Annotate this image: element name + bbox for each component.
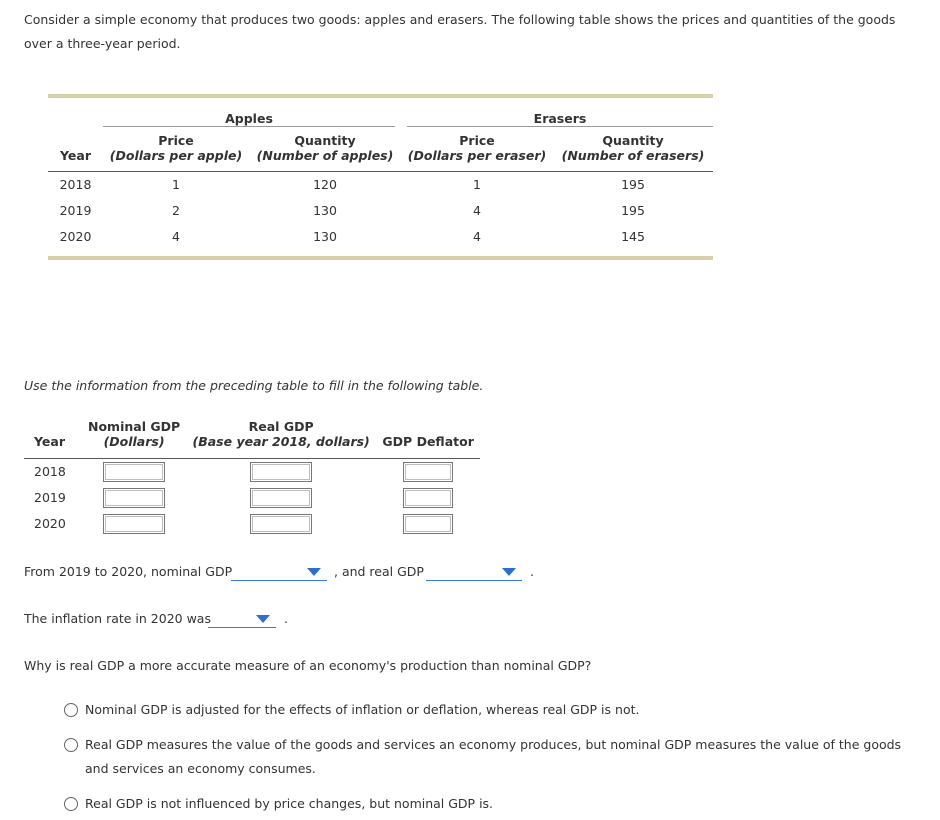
- eraser-price-cell: 1: [473, 177, 481, 192]
- year-cell: 2018: [59, 177, 92, 192]
- apple-price-unit: (Dollars per apple): [103, 148, 249, 171]
- table-row: [48, 224, 713, 250]
- year-cell: 2020: [59, 229, 92, 244]
- option-label: Real GDP measures the value of the goods and services an economy produces, but nominal GDP measures the value of the goods and services an economy consumes.: [85, 737, 902, 776]
- sentence-real-middle: , and real GDP: [334, 564, 424, 579]
- group-erasers: Erasers: [401, 104, 713, 126]
- eraser-qty-cell: 195: [621, 203, 645, 218]
- year-cell: 2018: [34, 464, 66, 479]
- radio-option[interactable]: [64, 792, 914, 816]
- real-gdp-header: Real GDP: [248, 419, 314, 434]
- year-cell: 2019: [34, 490, 66, 505]
- gdp-deflator-header: GDP Deflator: [382, 434, 474, 449]
- radio-button[interactable]: [64, 738, 78, 752]
- eraser-price-cell: 4: [473, 203, 481, 218]
- table-row: [24, 485, 480, 511]
- chevron-down-icon: [502, 568, 516, 576]
- intro-text: Consider a simple economy that produces two goods: apples and erasers. The following table shows the prices and quantities of the goods over a three-year period.: [24, 12, 896, 51]
- sentence-nominal-prefix: From 2019 to 2020, nominal GDP: [24, 564, 233, 579]
- table-row: [24, 511, 480, 537]
- nominal-gdp-input-2018[interactable]: [103, 462, 165, 482]
- real-gdp-unit: (Base year 2018, dollars): [192, 434, 370, 449]
- instruction-text: Use the information from the preceding table to fill in the following table.: [24, 378, 484, 393]
- table-bottom-rule: [48, 256, 713, 260]
- inflation-rate-prefix: The inflation rate in 2020 was: [24, 611, 211, 626]
- real-gdp-input-2020[interactable]: [250, 514, 312, 534]
- inflation-rate-dropdown[interactable]: [208, 609, 276, 628]
- year-cell: 2019: [59, 203, 92, 218]
- real-gdp-input-2018[interactable]: [250, 462, 312, 482]
- table-row: [48, 198, 713, 224]
- eraser-price-unit: (Dollars per eraser): [401, 148, 553, 171]
- sentence-period: .: [284, 611, 288, 626]
- apple-price-cell: 1: [172, 177, 180, 192]
- nominal-gdp-change-dropdown[interactable]: [231, 562, 327, 581]
- eraser-qty-header: Quantity: [602, 133, 664, 148]
- apple-qty-cell: 120: [313, 177, 337, 192]
- goods-table: [48, 104, 713, 250]
- group-apples: Apples: [103, 104, 401, 126]
- year-cell: 2020: [34, 516, 66, 531]
- eraser-qty-cell: 195: [621, 177, 645, 192]
- gdp-deflator-input-2018[interactable]: [403, 462, 453, 482]
- apple-qty-header: Quantity: [294, 133, 356, 148]
- table-row: [48, 171, 713, 198]
- apple-qty-unit: (Number of apples): [249, 148, 401, 171]
- radio-button[interactable]: [64, 797, 78, 811]
- real-gdp-change-dropdown[interactable]: [426, 562, 522, 581]
- gdp-deflator-input-2020[interactable]: [403, 514, 453, 534]
- nominal-gdp-unit: (Dollars): [103, 434, 165, 449]
- nominal-gdp-input-2019[interactable]: [103, 488, 165, 508]
- year-header: Year: [48, 148, 103, 171]
- apple-price-header: Price: [158, 133, 194, 148]
- apple-price-cell: 2: [172, 203, 180, 218]
- eraser-qty-cell: 145: [621, 229, 645, 244]
- option-label: Nominal GDP is adjusted for the effects of inflation or deflation, whereas real GDP is not.: [85, 702, 640, 717]
- real-gdp-input-2019[interactable]: [250, 488, 312, 508]
- eraser-price-header: Price: [459, 133, 495, 148]
- chevron-down-icon: [256, 615, 270, 623]
- gdp-table: [24, 412, 480, 537]
- radio-option[interactable]: [64, 733, 914, 781]
- table-row: [24, 458, 480, 485]
- eraser-price-cell: 4: [473, 229, 481, 244]
- gdp-deflator-input-2019[interactable]: [403, 488, 453, 508]
- radio-button[interactable]: [64, 703, 78, 717]
- apple-qty-cell: 130: [313, 203, 337, 218]
- chevron-down-icon: [307, 568, 321, 576]
- year-header: Year: [34, 434, 65, 449]
- apple-price-cell: 4: [172, 229, 180, 244]
- sentence-period: .: [530, 564, 534, 579]
- table-top-rule: [48, 94, 713, 98]
- apple-qty-cell: 130: [313, 229, 337, 244]
- eraser-qty-unit: (Number of erasers): [553, 148, 713, 171]
- nominal-gdp-header: Nominal GDP: [88, 419, 181, 434]
- nominal-gdp-input-2020[interactable]: [103, 514, 165, 534]
- option-label: Real GDP is not influenced by price changes, but nominal GDP is.: [85, 796, 494, 811]
- question-text: Why is real GDP a more accurate measure of an economy's production than nominal GDP?: [24, 658, 592, 673]
- radio-option[interactable]: [64, 698, 914, 722]
